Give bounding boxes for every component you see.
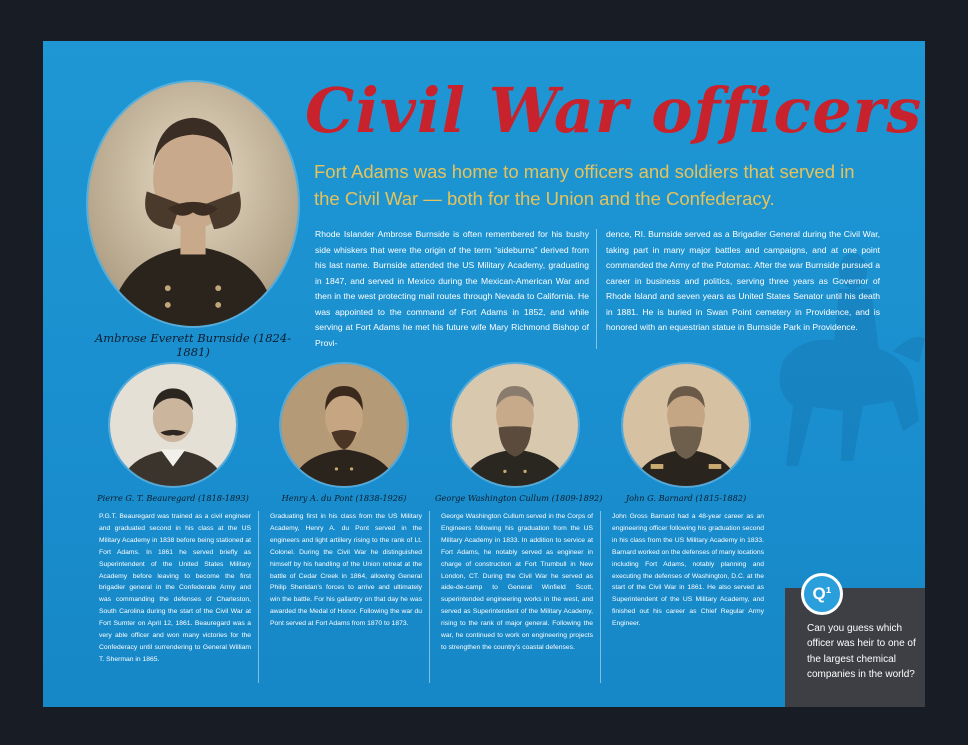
barnard-caption: John G. Barnard (1815-1882) [625, 493, 747, 503]
cullum-caption: George Washington Cullum (1809-1892) [435, 493, 603, 503]
question-badge: Q¹ [801, 573, 843, 615]
barnard-portrait [623, 364, 749, 486]
burnside-bio-column-2: dence, RI. Burnside served as a Brigadier General during the Civil War, taking part in many major battles and campaigns, and at one point commanded the Army of the Potomac. After the war Burnside pursued a career in business and politics, serving three years as Governor of Rhode Island and seven years as United States Senator until his death in 1881. He is buried in Swan Point cemetery in Providence, and is honored with an equestrian statue in Burnside Park in Providence. [606, 229, 880, 332]
du-pont-portrait [281, 364, 407, 486]
column-divider [258, 511, 259, 683]
exhibit-panel [43, 41, 925, 707]
column-divider [596, 229, 597, 349]
column-divider [429, 511, 430, 683]
page-subtitle: Fort Adams was home to many officers and soldiers that served in the Civil War — both for the Union and the Confederacy. [314, 161, 855, 209]
barnard-bio: John Gross Barnard had a 48-year career as an engineering officer following his graduation second in his class from the US Military Academy in 1833. Barnard worked on the defenses of many locations including Fort Adams, notably planning and executing the defenses of Washington, D.C. at the start of the Civil War in 1861. He also served as Superintendent of the US Military Academy, and finished out his career as Chief Regular Army Engineer. [612, 513, 764, 628]
du-pont-caption: Henry A. du Pont (1838-1926) [281, 493, 407, 503]
cullum-portrait [452, 364, 578, 486]
column-divider [600, 511, 601, 683]
du-pont-bio: Graduating first in his class from the US Military Academy, Henry A. du Pont served in the engineers and light artillery rising to the rank of Lt. Colonel. During the Civil War he distinguished himself by his handling of the Union retreat at the battle of Cedar Creek in 1864, allowing General Philip Sheridan’s forces to arrive and ultimately win the battle. For his gallantry on that day he was awarded the Medal of Honor. Following the war du Pont served at Fort Adams from 1870 to 1873. [270, 513, 422, 628]
cullum-bio: George Washington Cullum served in the Corps of Engineers following his graduation from the US Military Academy in 1833. In addition to service at Fort Adams, he notably served as engineer in charge of construction at Fort Trumbull in New London, CT. During the Civil War he served as aide-de-camp to General Winfield Scott, superintended engineering works in the west, and served as Superintendent of the Military Academy, rising to the rank of major general. Following the war, he continued to work on engineering projects to strengthen the country’s coastal defenses. [441, 513, 593, 651]
beauregard-bio: P.G.T. Beauregard was trained as a civil engineer and graduated second in his class at the US Military Academy in 1838 before being stationed at Fort Adams. In 1861 he served briefly as Superintendent of the United States Military Academy before leaving to become the first brigadier general in the Confederate Army and was commanding the defenses of Charleston, South Carolina during the start of the Civil War at Fort Sumter on April 12, 1861. Beauregard was a very able officer and won many victories for the Confederacy until surrendering to General William T. Sherman in 1865. [99, 513, 251, 663]
page-title: Civil War officers [305, 74, 923, 147]
burnside-bio-column-1: Rhode Islander Ambrose Burnside is often remembered for his bushy side whiskers that were the origin of the term “sideburns” derived from his last name. Burnside attended the US Military Academy, graduating in 1847, and served in Mexico during the Mexican-American War and then in the west protecting mail routes through Nevada to California. He was appointed to the command of Fort Adams in 1852, and while serving at Fort Adams he met his future wife Mary Richmond Bishop of Provi- [315, 229, 589, 348]
beauregard-portrait [110, 364, 236, 486]
burnside-portrait [88, 82, 298, 326]
question-text: Can you guess which officer was heir to one of the largest chemical companies in the world? [807, 623, 916, 680]
burnside-caption: Ambrose Everett Burnside (1824-1881) [94, 331, 292, 359]
beauregard-caption: Pierre G. T. Beauregard (1818-1893) [97, 493, 249, 503]
